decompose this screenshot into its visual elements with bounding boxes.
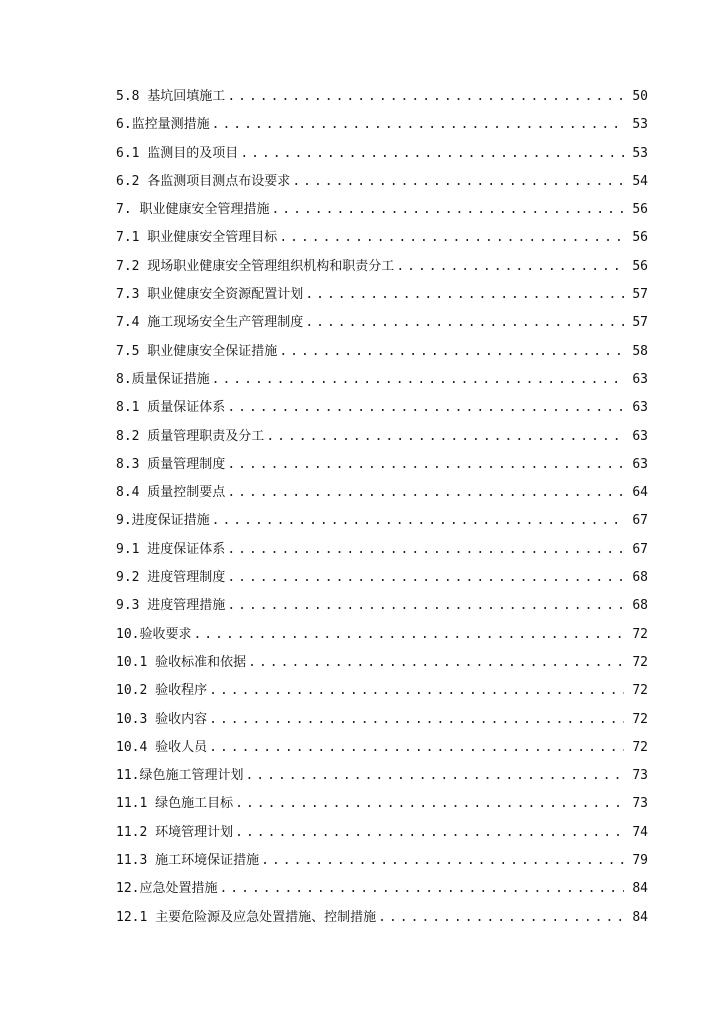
- toc-dot-leader: [219, 878, 624, 900]
- toc-entry[interactable]: [116, 822, 648, 850]
- toc-page-number: 73: [632, 768, 648, 784]
- toc-page-number: 68: [632, 598, 648, 614]
- toc-dot-leader: [227, 454, 624, 476]
- toc-page-number: 63: [632, 400, 648, 416]
- toc-entry[interactable]: [116, 680, 648, 708]
- toc-entry-title: 10.3 验收内容: [116, 711, 208, 727]
- toc-dot-leader: [209, 737, 624, 759]
- toc-entry[interactable]: [116, 369, 648, 397]
- toc-entry-title: 6.1 监测目的及项目: [116, 145, 239, 161]
- toc-page-number: 84: [632, 881, 648, 897]
- toc-entry-title: 11.绿色施工管理计划: [116, 768, 244, 784]
- toc-entry-title: 11.2 环境管理计划: [116, 824, 234, 840]
- toc-page-number: 79: [632, 853, 648, 869]
- toc-entry-title: 7.5 职业健康安全保证措施: [116, 343, 278, 359]
- toc-page-number: 67: [632, 513, 648, 529]
- toc-page-number: 84: [632, 909, 648, 925]
- toc-page-number: 56: [632, 230, 648, 246]
- toc-page-number: 74: [632, 824, 648, 840]
- toc-page-number: 63: [632, 456, 648, 472]
- toc-entry[interactable]: [116, 652, 648, 680]
- toc-entry[interactable]: [116, 312, 648, 340]
- toc-page-number: 56: [632, 258, 648, 274]
- toc-entry[interactable]: [116, 454, 648, 482]
- toc-entry-title: 9.1 进度保证体系: [116, 541, 226, 557]
- toc-entry[interactable]: [116, 227, 648, 255]
- toc-dot-leader: [248, 652, 624, 674]
- toc-dot-leader: [235, 822, 624, 844]
- toc-page-number: 53: [632, 145, 648, 161]
- toc-entry-title: 7. 职业健康安全管理措施: [116, 202, 270, 218]
- toc-entry[interactable]: [116, 426, 648, 454]
- toc-entry-title: 8.4 质量控制要点: [116, 485, 226, 501]
- toc-entry[interactable]: [116, 482, 648, 510]
- toc-dot-leader: [227, 397, 624, 419]
- toc-entry[interactable]: [116, 595, 648, 623]
- toc-dot-leader: [279, 227, 624, 249]
- toc-page-number: 72: [632, 739, 648, 755]
- toc-entry[interactable]: [116, 765, 648, 793]
- toc-entry-title: 6.监控量测措施: [116, 117, 210, 133]
- toc-page-number: 58: [632, 343, 648, 359]
- toc-dot-leader: [378, 907, 624, 929]
- toc-dot-leader: [266, 426, 624, 448]
- toc-entry-title: 6.2 各监测项目测点布设要求: [116, 173, 291, 189]
- toc-dot-leader: [396, 256, 624, 278]
- toc-entry-title: 11.1 绿色施工目标: [116, 796, 234, 812]
- toc-dot-leader: [240, 143, 624, 165]
- toc-dot-leader: [212, 510, 624, 532]
- toc-page-number: 53: [632, 117, 648, 133]
- toc-entry[interactable]: [116, 199, 648, 227]
- toc-page-number: 63: [632, 371, 648, 387]
- toc-dot-leader: [292, 171, 624, 193]
- toc-entry[interactable]: [116, 171, 648, 199]
- toc-entry-title: 7.2 现场职业健康安全管理组织机构和职责分工: [116, 258, 395, 274]
- toc-page-number: 68: [632, 570, 648, 586]
- toc-dot-leader: [305, 312, 624, 334]
- toc-entry-title: 7.4 施工现场安全生产管理制度: [116, 315, 304, 331]
- toc-page-number: 64: [632, 485, 648, 501]
- toc-entry-title: 8.2 质量管理职责及分工: [116, 428, 265, 444]
- toc-entry[interactable]: [116, 114, 648, 142]
- table-of-contents: [116, 86, 648, 935]
- toc-entry-title: 10.验收要求: [116, 626, 192, 642]
- toc-page-number: 57: [632, 287, 648, 303]
- toc-page-number: 63: [632, 428, 648, 444]
- toc-page-number: 57: [632, 315, 648, 331]
- toc-dot-leader: [227, 595, 624, 617]
- toc-page-number: 54: [632, 173, 648, 189]
- toc-page-number: 72: [632, 711, 648, 727]
- toc-dot-leader: [261, 850, 624, 872]
- toc-entry-title: 10.1 验收标准和依据: [116, 654, 247, 670]
- toc-entry-title: 10.2 验收程序: [116, 683, 208, 699]
- toc-dot-leader: [209, 709, 624, 731]
- toc-dot-leader: [245, 765, 624, 787]
- toc-entry[interactable]: [116, 737, 648, 765]
- toc-entry-title: 11.3 施工环境保证措施: [116, 853, 260, 869]
- toc-page-number: 73: [632, 796, 648, 812]
- toc-dot-leader: [209, 680, 624, 702]
- toc-dot-leader: [235, 793, 624, 815]
- toc-entry-title: 9.3 进度管理措施: [116, 598, 226, 614]
- toc-entry-title: 7.1 职业健康安全管理目标: [116, 230, 278, 246]
- toc-dot-leader: [193, 624, 624, 646]
- toc-entry[interactable]: [116, 793, 648, 821]
- toc-entry[interactable]: [116, 878, 648, 906]
- toc-entry[interactable]: [116, 624, 648, 652]
- toc-dot-leader: [227, 567, 624, 589]
- toc-entry-title: 5.8 基坑回填施工: [116, 89, 226, 104]
- toc-dot-leader: [212, 369, 624, 391]
- toc-entry[interactable]: [116, 86, 648, 114]
- toc-page-number: 72: [632, 654, 648, 670]
- toc-dot-leader: [227, 539, 624, 561]
- toc-entry[interactable]: [116, 907, 648, 935]
- toc-entry[interactable]: [116, 143, 648, 171]
- toc-entry[interactable]: [116, 510, 648, 538]
- toc-page-number: 56: [632, 202, 648, 218]
- toc-entry-title: 12.1 主要危险源及应急处置措施、控制措施: [116, 909, 377, 925]
- toc-entry-title: 7.3 职业健康安全资源配置计划: [116, 287, 304, 303]
- toc-entry[interactable]: [116, 850, 648, 878]
- toc-entry-title: 8.1 质量保证体系: [116, 400, 226, 416]
- toc-entry[interactable]: [116, 397, 648, 425]
- toc-page-number: 72: [632, 626, 648, 642]
- toc-dot-leader: [212, 114, 624, 136]
- toc-entry-title: 9.进度保证措施: [116, 513, 210, 529]
- toc-page-number: 72: [632, 683, 648, 699]
- toc-entry[interactable]: [116, 539, 648, 567]
- toc-entry[interactable]: [116, 709, 648, 737]
- toc-dot-leader: [227, 482, 624, 504]
- toc-entry[interactable]: [116, 567, 648, 595]
- toc-dot-leader: [227, 86, 624, 108]
- toc-entry-title: 8.质量保证措施: [116, 371, 210, 387]
- toc-entry[interactable]: [116, 256, 648, 284]
- toc-entry-title: 8.3 质量管理制度: [116, 456, 226, 472]
- toc-entry-title: 9.2 进度管理制度: [116, 570, 226, 586]
- toc-dot-leader: [279, 341, 624, 363]
- toc-page-number: 50: [632, 89, 648, 104]
- toc-page-number: 67: [632, 541, 648, 557]
- toc-entry[interactable]: [116, 341, 648, 369]
- toc-entry-title: 10.4 验收人员: [116, 739, 208, 755]
- toc-dot-leader: [271, 199, 624, 221]
- toc-dot-leader: [305, 284, 624, 306]
- toc-entry[interactable]: [116, 284, 648, 312]
- toc-entry-title: 12.应急处置措施: [116, 881, 218, 897]
